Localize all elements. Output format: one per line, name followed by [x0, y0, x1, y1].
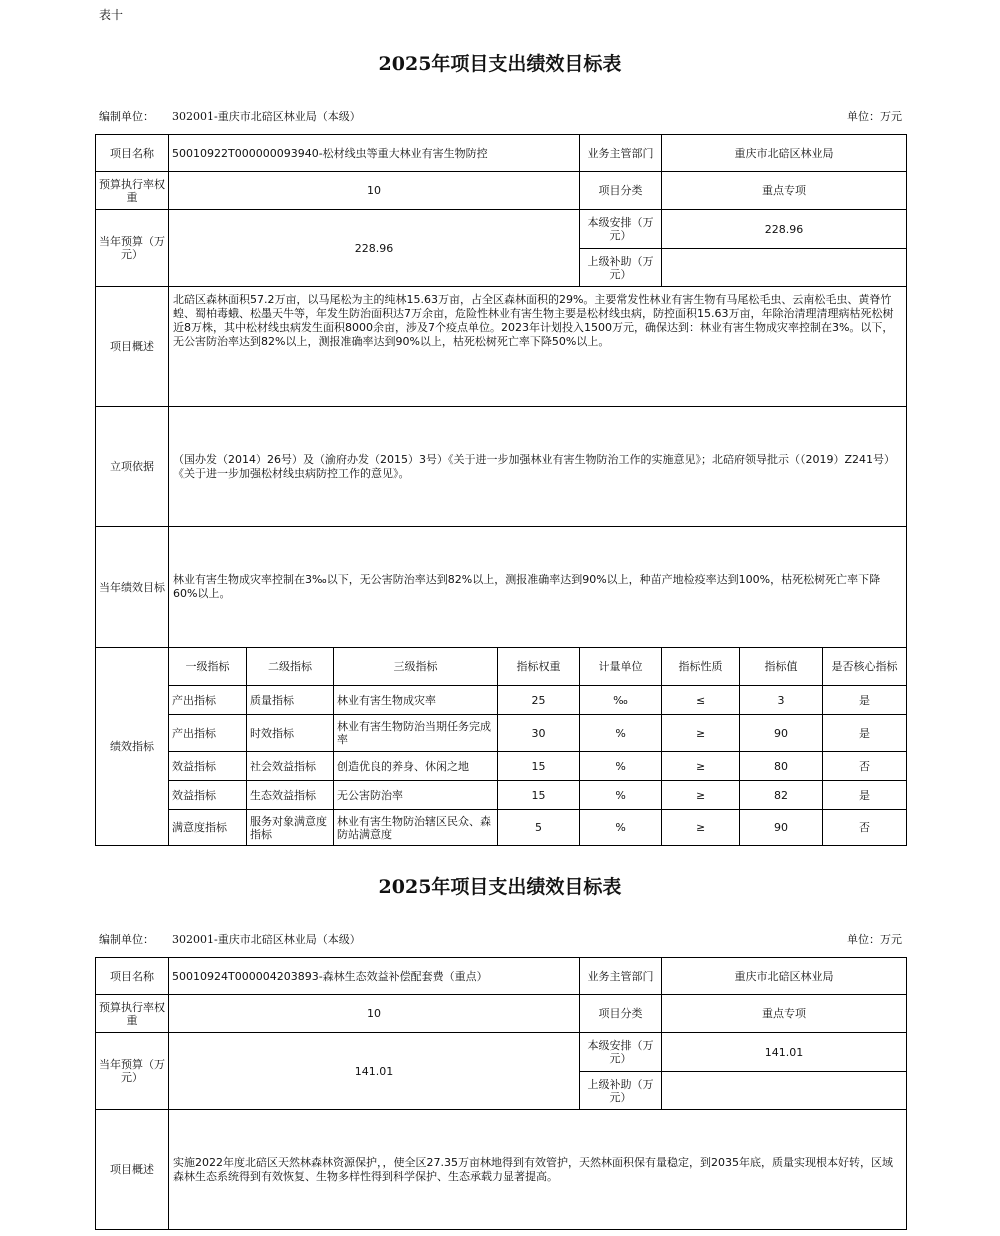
dept-label: 业务主管部门 [580, 958, 662, 995]
unit-cell: % [580, 781, 662, 810]
dept-value: 重庆市北碚区林业局 [662, 135, 907, 172]
table-row [96, 715, 907, 752]
budget-label: 当年预算（万元） [96, 210, 169, 287]
category-value: 重点专项 [662, 995, 907, 1033]
currency-unit: 单位：万元 [847, 110, 902, 123]
weight-cell: 15 [498, 781, 580, 810]
upper-value [662, 249, 907, 287]
currency-unit: 单位：万元 [847, 933, 902, 946]
level2-cell: 质量指标 [247, 686, 334, 715]
performance-table [95, 134, 907, 846]
budget-label: 当年预算（万元） [96, 1033, 169, 1110]
basis-label: 立项依据 [96, 407, 169, 527]
nature-cell: ≤ [662, 686, 740, 715]
level2-cell: 生态效益指标 [247, 781, 334, 810]
category-value: 重点专项 [662, 172, 907, 210]
indicator-label: 绩效指标 [96, 648, 169, 846]
nature-cell: ≥ [662, 781, 740, 810]
core-cell: 否 [823, 810, 907, 846]
goal-text: 林业有害生物成灾率控制在3‰以下，无公害防治率达到82%以上，测报准确率达到90%以上，种苗产地检疫率达到100%，枯死松树死亡率下降60%以上。 [169, 527, 907, 648]
nature-cell: ≥ [662, 810, 740, 846]
weight-label: 预算执行率权重 [96, 995, 169, 1033]
header-level2: 二级指标 [247, 648, 334, 686]
level3-cell: 林业有害生物成灾率 [334, 686, 498, 715]
weight-value: 10 [169, 172, 580, 210]
overview-text: 北碚区森林面积57.2万亩，以马尾松为主的纯林15.63万亩，占全区森林面积的29%。主要常发性林业有害生物有马尾松毛虫、云南松毛虫、黄脊竹蝗、蜀柏毒蛾、松墨天牛等，年发生防治面积达7万余亩，危险性林业有害生物主要是松材线虫病，防控面积15.63万亩，年除治清理清理病枯死松树近8万株，其中松材线虫病发生面积8000余亩，涉及7个疫点单位。2023年计划投入1500万元，确保达到：林业有害生物成灾率控制在3%。以下，无公害防治率达到82%以上，测报准确率达到90%以上，枯死松树死亡率下降50%以上。 [169, 287, 907, 407]
category-label: 项目分类 [580, 995, 662, 1033]
level1-cell: 满意度指标 [169, 810, 247, 846]
header-nature: 指标性质 [662, 648, 740, 686]
value-cell: 90 [740, 810, 823, 846]
header-unit: 计量单位 [580, 648, 662, 686]
performance-table [95, 957, 907, 1230]
overview-text: 实施2022年度北碚区天然林森林资源保护，，使全区27.35万亩林地得到有效管护，天然林面积保有量稳定，到2035年底，质量实现根本好转，区域森林生态系统得到有效恢复、生物多样性得到科学保护、生态承载力显著提高。 [169, 1110, 907, 1230]
page-label: 表十 [99, 8, 124, 22]
table-row [96, 686, 907, 715]
unit-cell: % [580, 752, 662, 781]
unit-label: 编制单位： [99, 933, 154, 946]
upper-label: 上级补助（万元） [580, 249, 662, 287]
upper-label: 上级补助（万元） [580, 1072, 662, 1110]
basis-text: （国办发（2014）26号）及（渝府办发（2015）3号）《关于进一步加强林业有害生物防治工作的实施意见》；北碚府领导批示（（2019）Z241号）《关于进一步加强松材线虫病防控工作的意见》。 [169, 407, 907, 527]
unit-value: 302001-重庆市北碚区林业局（本级） [172, 110, 361, 123]
budget-value: 141.01 [169, 1033, 580, 1110]
level2-cell: 时效指标 [247, 715, 334, 752]
header-level3: 三级指标 [334, 648, 498, 686]
level3-cell: 林业有害生物防治辖区民众、森防站满意度 [334, 810, 498, 846]
local-value: 228.96 [662, 210, 907, 249]
value-cell: 90 [740, 715, 823, 752]
unit-cell: % [580, 810, 662, 846]
table-row [96, 781, 907, 810]
category-label: 项目分类 [580, 172, 662, 210]
local-label: 本级安排（万元） [580, 1033, 662, 1072]
level3-cell: 创造优良的养身、休闲之地 [334, 752, 498, 781]
form-title: 2025年项目支出绩效目标表 [378, 53, 622, 75]
weight-cell: 15 [498, 752, 580, 781]
goal-label: 当年绩效目标 [96, 527, 169, 648]
project-name-label: 项目名称 [96, 958, 169, 995]
header-level1: 一级指标 [169, 648, 247, 686]
header-core: 是否核心指标 [823, 648, 907, 686]
header-weight: 指标权重 [498, 648, 580, 686]
weight-cell: 5 [498, 810, 580, 846]
value-cell: 82 [740, 781, 823, 810]
weight-value: 10 [169, 995, 580, 1033]
nature-cell: ≥ [662, 715, 740, 752]
unit-value: 302001-重庆市北碚区林业局（本级） [172, 933, 361, 946]
project-name: 50010924T000004203893-森林生态效益补偿配套费（重点） [169, 958, 580, 995]
value-cell: 80 [740, 752, 823, 781]
level1-cell: 产出指标 [169, 686, 247, 715]
upper-value [662, 1072, 907, 1110]
dept-label: 业务主管部门 [580, 135, 662, 172]
value-cell: 3 [740, 686, 823, 715]
header-value: 指标值 [740, 648, 823, 686]
unit-cell: % [580, 715, 662, 752]
level1-cell: 效益指标 [169, 781, 247, 810]
nature-cell: ≥ [662, 752, 740, 781]
level2-cell: 社会效益指标 [247, 752, 334, 781]
level3-cell: 无公害防治率 [334, 781, 498, 810]
budget-value: 228.96 [169, 210, 580, 287]
core-cell: 是 [823, 715, 907, 752]
overview-label: 项目概述 [96, 287, 169, 407]
core-cell: 否 [823, 752, 907, 781]
level1-cell: 效益指标 [169, 752, 247, 781]
project-name: 50010922T000000093940-松材线虫等重大林业有害生物防控 [169, 135, 580, 172]
unit-label: 编制单位： [99, 110, 154, 123]
form-title: 2025年项目支出绩效目标表 [378, 876, 622, 898]
dept-value: 重庆市北碚区林业局 [662, 958, 907, 995]
table-row [96, 810, 907, 846]
weight-cell: 30 [498, 715, 580, 752]
weight-cell: 25 [498, 686, 580, 715]
local-label: 本级安排（万元） [580, 210, 662, 249]
table-row [96, 752, 907, 781]
core-cell: 是 [823, 686, 907, 715]
unit-cell: ‰ [580, 686, 662, 715]
weight-label: 预算执行率权重 [96, 172, 169, 210]
overview-label: 项目概述 [96, 1110, 169, 1230]
project-name-label: 项目名称 [96, 135, 169, 172]
level2-cell: 服务对象满意度指标 [247, 810, 334, 846]
core-cell: 是 [823, 781, 907, 810]
local-value: 141.01 [662, 1033, 907, 1072]
level3-cell: 林业有害生物防治当期任务完成率 [334, 715, 498, 752]
level1-cell: 产出指标 [169, 715, 247, 752]
